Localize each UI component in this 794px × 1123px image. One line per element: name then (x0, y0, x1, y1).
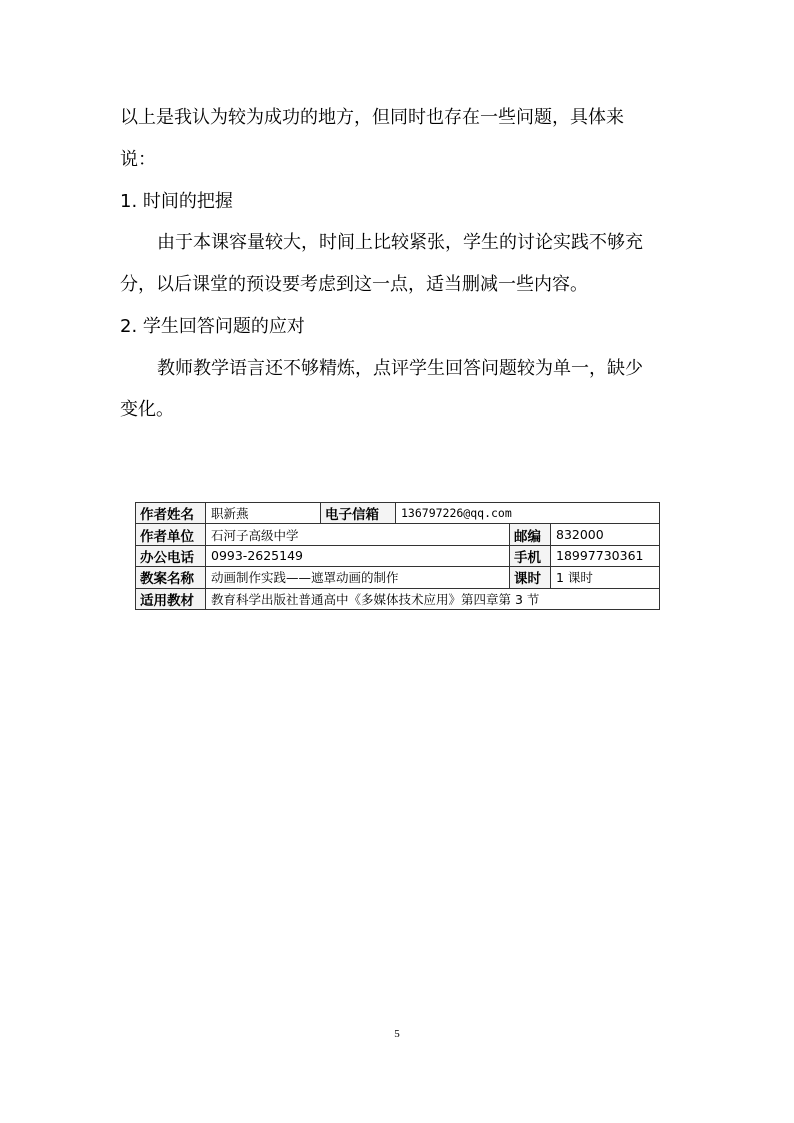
author-name-label: 作者姓名 (136, 503, 206, 524)
section-heading-2: 2. 学生回答问题的应对 (120, 316, 305, 337)
author-unit-value: 石河子高级中学 (206, 524, 510, 545)
office-phone-label: 办公电话 (136, 545, 206, 566)
office-phone-value: 0993-2625149 (206, 545, 510, 566)
paragraph-2-line-1: 由于本课容量较大，时间上比较紧张，学生的讨论实践不够充 (157, 232, 643, 253)
textbook-label: 适用教材 (136, 588, 206, 609)
paragraph-1-line-2: 说： (120, 149, 156, 170)
author-name-value: 职新燕 (206, 503, 321, 524)
mobile-label: 手机 (510, 545, 551, 566)
table-row (136, 567, 660, 588)
author-info-table (135, 502, 660, 610)
period-label: 课时 (510, 567, 551, 588)
page-number: 5 (394, 1028, 400, 1040)
lesson-name-value: 动画制作实践——遮罩动画的制作 (206, 567, 510, 588)
mobile-value: 18997730361 (551, 545, 660, 566)
table-row (136, 545, 660, 566)
paragraph-2-line-2: 分，以后课堂的预设要考虑到这一点，适当删减一些内容。 (120, 274, 588, 295)
email-label: 电子信箱 (321, 503, 396, 524)
table-row (136, 524, 660, 545)
postcode-value: 832000 (551, 524, 660, 545)
author-unit-label: 作者单位 (136, 524, 206, 545)
paragraph-1-line-1: 以上是我认为较为成功的地方，但同时也存在一些问题，具体来 (120, 107, 624, 128)
table-row (136, 588, 660, 609)
section-heading-1: 1. 时间的把握 (120, 191, 233, 212)
lesson-name-label: 教案名称 (136, 567, 206, 588)
postcode-label: 邮编 (510, 524, 551, 545)
period-value: 1 课时 (551, 567, 660, 588)
email-value: 136797226@qq.com (396, 503, 660, 524)
table-row (136, 503, 660, 524)
paragraph-3-line-1: 教师教学语言还不够精炼，点评学生回答问题较为单一，缺少 (157, 358, 643, 379)
paragraph-3-line-2: 变化。 (120, 399, 174, 420)
textbook-value: 教育科学出版社普通高中《多媒体技术应用》第四章第 3 节 (206, 588, 660, 609)
